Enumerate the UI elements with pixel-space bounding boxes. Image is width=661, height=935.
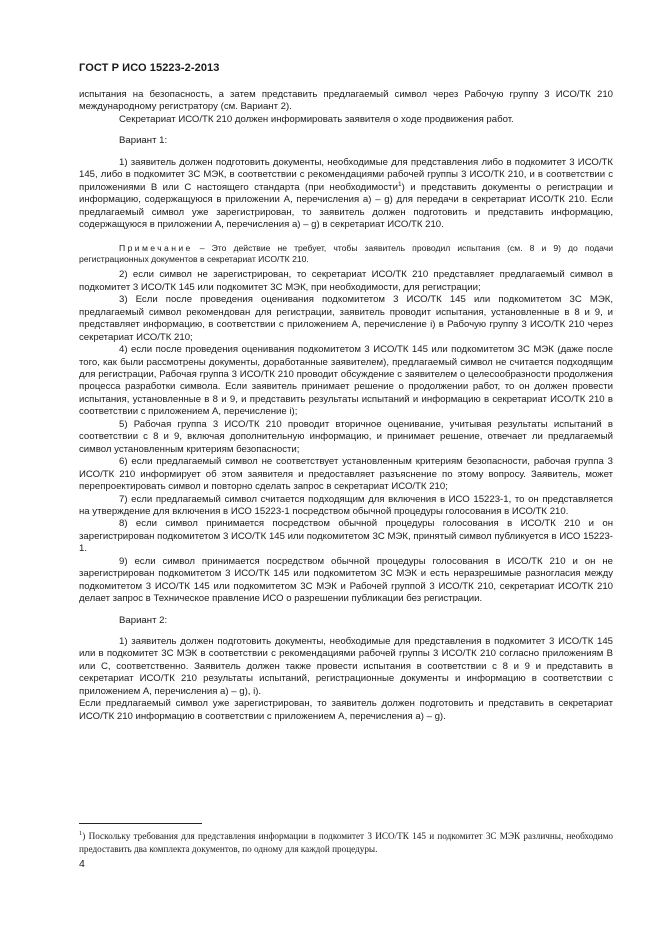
footnote-text — [79, 830, 613, 857]
variant1-item-9: 9) если символ принимается посредством обычной процедуры голосования в ИСО/ТК 210 и он не зарегистрирован подкомитетом 3 ИСО/ТК 145 или подкомитетом 3С МЭК и есть неразрешимые разногласия между подкомитетом 3 ИСО/ТК 145 или подкомитетом 3С МЭК и Рабочей группой 3 ИСО/ТК 210, секретариат ИСО/ТК 210 делает запрос в Техническое правление ИСО о разрешении публикации без регистрации. — [79, 555, 613, 605]
footnote-body: ) Поскольку требования для представления информации в подкомитет 3 ИСО/ТК 145 и подкомитет 3С МЭК различны, необходимо предоставить два комплекта документов, по одному для каждой процедуры. — [79, 831, 613, 855]
variant1-item-1-text-a: 1) заявитель должен подготовить документы, необходимые для представления либо в подкомитет 3 ИСО/ТК 145, либо в подкомитет 3С МЭК, в соответствии с рекомендациями рабочей группы 3 ИСО/ТК 210, и в соответствии с приложениями В или С настоящего стандарта (при необходимости — [79, 156, 613, 193]
variant1-item-5: 5) Рабочая группа 3 ИСО/ТК 210 проводит вторичное оценивание, учитывая результаты испытаний в соответствии с 8 и 9, включая дополнительную информацию, и принимает решение, отвечает ли предлагаемый символ установленным критериям безопасности; — [79, 418, 613, 455]
variant1-item-2: 2) если символ не зарегистрирован, то секретариат ИСО/ТК 210 представляет предлагаемый символ в подкомитет 3 ИСО/ТК 145 или подкомитет 3С МЭК, при необходимости, для регистрации; — [79, 269, 613, 293]
variant2-item-1: 1) заявитель должен подготовить документы, необходимые для представления в подкомитет 3 ИСО/ТК 145 или в подкомитет 3С МЭК в соответствии с рекомендациями рабочей группы 3 ИСО/ТК 210 согласно приложениям В или С, соответственно. Заявитель должен также провести испытания в соответствии с 8 и 9 и представить в секретариат ИСО/ТК 210 результаты испытаний, регистрационные документы и информацию в соответствии с приложением А, перечисления a) – g), i). — [79, 636, 613, 697]
variant1-item-1 — [79, 157, 613, 232]
paragraph-secretariat: Секретариат ИСО/ТК 210 должен информировать заявителя о ходе продвижения работ. — [119, 113, 514, 125]
variant1-item-7: 7) если предлагаемый символ считается подходящим для включения в ИСО 15223-1, то он представляется на утверждение для включения в ИСО 15223-1 посредством обычной процедуры голосования в ИСО/ТК 210. — [79, 493, 613, 517]
note-label: Примечание — [119, 242, 193, 253]
note — [79, 243, 613, 266]
page-header-title: ГОСТ Р ИСО 15223-2-2013 — [79, 62, 220, 74]
variant1-item-3: 3) Если после проведения оценивания подкомитетом 3 ИСО/ТК 145 или подкомитетом 3С МЭК, предлагаемый символ рекомендован для регистрации, заявитель проводит испытания, установленные в 8 и 9, и представляет информацию, в соответствии с приложением А, перечисление i) в Рабочую группу 3 ИСО/ТК 210 через секретариат ИСО/ТК 210; — [79, 294, 613, 343]
variant1-item-1-text-b: ) и представить документы о регистрации и информацию, содержащуюся в приложении А, перечисления a) – g) для передачи в секретариат ИСО/ТК 210. Если предлагаемый символ уже зарегистрирован, то заявитель должен подготовить и представить информацию, содержащуюся в приложении А, перечисления a) – g) в секретариат ИСО/ТК 210. — [79, 181, 614, 231]
footnote-ref: 1 — [397, 180, 402, 188]
variant1-heading: Вариант 1: — [119, 135, 168, 147]
variant1-item-4: 4) если после проведения оценивания подкомитетом 3 ИСО/ТК 145 или подкомитетом 3С МЭК (даже после того, как были рассмотрены документы, доработанные заявителем), предлагаемый символ не считается подходящим для регистрации, Рабочая группа 3 ИСО/ТК 210 проводит обсуждение с заявителем о целесообразности продолжения процесса разработки символа. Если заявитель принимает решение о продолжении работ, то он должен провести испытания, установленные в 8 и 9, и представить результаты испытаний и информацию в секретариат ИСО/ТК 210 в соответствии с приложением А, перечисление i); — [79, 344, 613, 418]
footnote-marker: 1 — [79, 829, 83, 837]
variant1-item-6: 6) если предлагаемый символ не соответствует установленным критериям безопасности, рабочая группа 3 ИСО/ТК 210 информирует об этом заявителя и предоставляет разъяснение по этому вопросу. Заявитель, может перепроектировать символ и повторно сделать запрос в секретариат ИСО/ТК 210; — [79, 456, 613, 493]
note-text: – Это действие не требует, чтобы заявитель проводил испытания (см. 8 и 9) до подачи регистрационных документов в секретариат ИСО/ТК 210. — [79, 242, 613, 264]
footnote — [79, 830, 613, 857]
paragraph-continuation: испытания на безопасность, а затем представить предлагаемый символ через Рабочую группу 3 ИСО/ТК 210 международному регистратору (см. Вариант 2). — [79, 89, 613, 113]
document-body — [79, 89, 613, 723]
page-number: 4 — [79, 858, 85, 870]
variant2-item-1-continuation: Если предлагаемый символ уже зарегистрирован, то заявитель должен подготовить и представить в секретариат ИСО/ТК 210 информацию в соответствии с приложением А, перечисления a) – g). — [79, 698, 613, 722]
variant1-item-8: 8) если символ принимается посредством обычной процедуры голосования в ИСО/ТК 210 и он зарегистрирован подкомитетом 3 ИСО/ТК 145 или подкомитетом 3С МЭК, принятый символ публикуется в ИСО 15223-1. — [79, 518, 613, 555]
footnote-divider — [79, 823, 202, 824]
variant2-heading: Вариант 2: — [119, 614, 168, 626]
